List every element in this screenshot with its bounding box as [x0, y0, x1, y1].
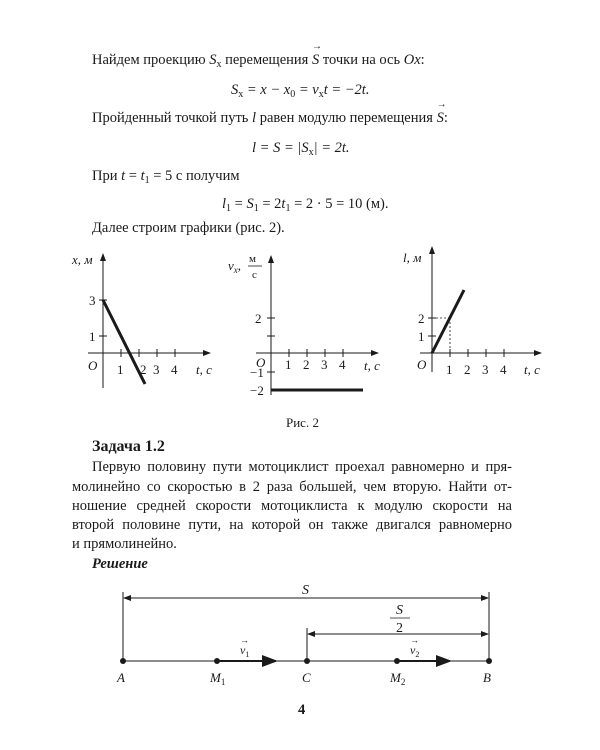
half-S-denominator: 2 [396, 621, 403, 636]
graph-l-t-xtick: 3 [482, 362, 489, 377]
text-line-1: Найдем проекцию $S_x$ перемещения → S точки на ось Ox: [92, 52, 425, 70]
svg-text:→: → [240, 635, 249, 645]
graph-vx-t-ytick: −1 [250, 365, 264, 380]
label-M2: M [390, 670, 401, 685]
label-B: B [483, 670, 491, 685]
graph-vx-t-xtick: 1 [285, 357, 292, 372]
label-C: C [302, 670, 311, 685]
svg-text:→: → [410, 635, 419, 645]
axis-label: Ox [403, 52, 421, 68]
graph-l-t-ytick: 2 [418, 311, 425, 326]
graph-vx-t-ylabel-sub: x [233, 265, 238, 275]
svg-text:M2 [389, 670, 405, 687]
graph-l-t-origin: O [417, 357, 427, 372]
figure-caption: Рис. 2 [286, 415, 319, 430]
graph-x-t-line [103, 300, 145, 384]
task-line-1: Первую половину пути мотоциклист проехал равномерно и пря- [92, 459, 512, 475]
graph-x-t-xtick: 3 [153, 362, 160, 377]
graph-vx-t-xlabel: t, с [364, 358, 380, 373]
graph-x-t-xtick: 2 [140, 362, 147, 377]
motion-diagram [0, 570, 600, 700]
graph-x-t-ytick: 1 [89, 329, 96, 344]
label-M2-sub: 2 [400, 677, 406, 687]
graph-l-t-xtick: 4 [500, 362, 507, 377]
point-A [120, 658, 126, 664]
solution-label: Решение [92, 556, 148, 572]
graph-vx-t-ylabel-num: м [249, 253, 256, 265]
text-line-2-pre: Пройденный точкой путь [92, 110, 253, 126]
graph-vx-t-ylabel-den: с [252, 269, 257, 281]
graph-vx-t-xtick: 4 [339, 357, 346, 372]
text-line-1-post: точки на ось [319, 52, 404, 68]
v2-sub: 2 [415, 650, 420, 659]
graph-vx-t-ytick: −2 [250, 383, 264, 398]
task-line-3: ношение средней скорости мотоциклиста к модулю скорости на [72, 498, 512, 514]
graph-x-t [71, 252, 212, 388]
equation-3: $l_1 = S_1 = 2t_1 = 2 \cdot 5 = 10$ (м). [222, 196, 389, 214]
v1-label: v [240, 643, 246, 657]
graph-x-t-xlabel: t, с [196, 362, 212, 377]
graph-vx-t-ylabel-var: v [228, 258, 234, 273]
text-line-2-post: равен модулю перемещения [256, 110, 437, 126]
graph-x-t-xtick: 4 [171, 362, 178, 377]
graph-x-t-xtick: 1 [117, 362, 124, 377]
path-var: l [252, 110, 257, 126]
task-heading: Задача 1.2 [92, 438, 165, 455]
text-line-3: При $t = t_1 = 5$ с получим [92, 168, 240, 186]
svg-text:v1 [240, 643, 249, 659]
page-number: 4 [298, 702, 306, 718]
label-M1: M [210, 670, 221, 685]
text-line-1-mid: перемещения [221, 52, 312, 68]
svg-text:v2 [410, 643, 419, 659]
point-M2 [394, 658, 400, 664]
graph-l-t-line [432, 290, 464, 353]
graph-vx-t-ytick: 2 [255, 311, 262, 326]
label-A: A [117, 670, 125, 685]
graph-l-t [403, 247, 541, 377]
svg-text:vx,: $v_x$, [228, 258, 242, 275]
task-line-4: второй половине пути, на которой он также двигался равномерно [72, 517, 512, 533]
equation-1: $S_x = x - x_0 = v_xt = -2t$. [231, 82, 370, 100]
text-line-2: Пройденный точкой путь l равен модулю перемещения → S: [92, 110, 448, 127]
graph-l-t-ytick: 1 [418, 329, 425, 344]
graph-vx-t-xtick: 3 [321, 357, 328, 372]
svg-text:M1 [209, 670, 225, 687]
graph-x-t-origin: O [88, 358, 98, 373]
v1-sub: 1 [245, 650, 250, 659]
graph-l-t-xlabel: t, с [524, 362, 540, 377]
graph-x-t-ytick: 3 [89, 293, 96, 308]
point-B [486, 658, 492, 664]
graph-x-t-ylabel: x, м [72, 252, 93, 267]
graph-l-t-xtick: 2 [464, 362, 471, 377]
S-label: S [302, 583, 309, 598]
task-line-2: молинейно со скоростью в 2 раза большей, чем вторую. Найти от- [72, 479, 512, 495]
graph-vx-t-xtick: 2 [303, 357, 310, 372]
text-line-1-pre: Найдем проекцию [92, 52, 210, 68]
label-M1-sub: 1 [220, 677, 226, 687]
task-line-5: и прямолинейно. [72, 536, 177, 552]
half-S-numerator: S [396, 603, 403, 618]
v2-label: v [410, 643, 416, 657]
graph-l-t-ylabel: l, м [403, 250, 422, 265]
graph-vx-t-origin: O [256, 355, 266, 370]
point-M1 [214, 658, 220, 664]
graph-l-t-xtick: 1 [446, 362, 453, 377]
graph-vx-t [228, 253, 380, 398]
equation-2: $l = S = |S_x| = 2t$. [252, 140, 350, 158]
point-C [304, 658, 310, 664]
vector-S: → S [312, 52, 319, 69]
text-line-4: Далее строим графики (рис. 2). [92, 220, 285, 236]
